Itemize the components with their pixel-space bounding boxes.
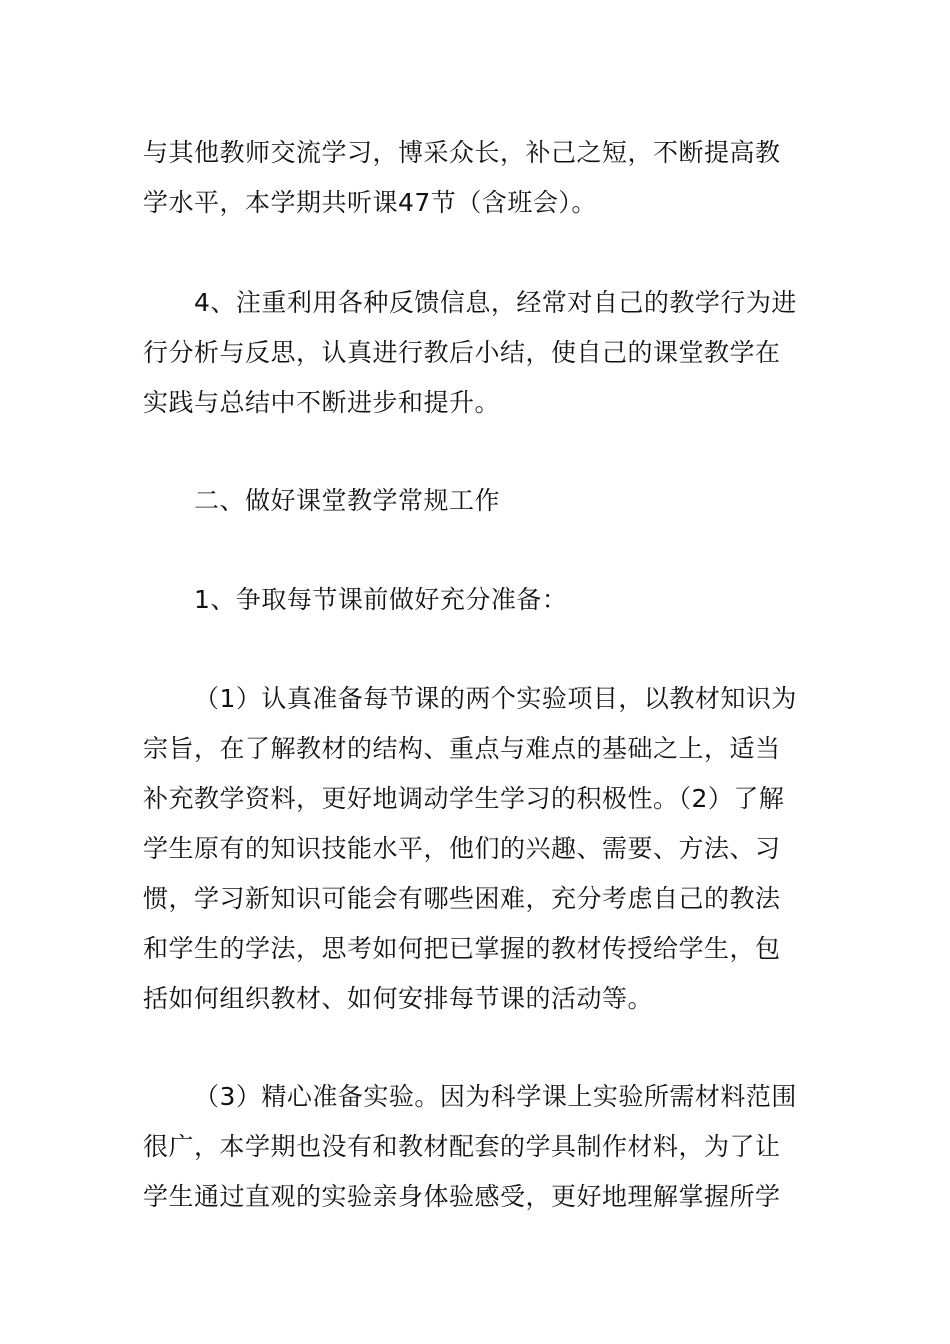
paragraph-item-4 (143, 278, 808, 428)
text-line: 补充教学资料，更好地调动学生学习的积极性。（2）了解 (143, 784, 785, 813)
text-line: 4、注重利用各种反馈信息，经常对自己的教学行为进 (194, 288, 797, 317)
paragraph-experiment (143, 1072, 808, 1222)
text-line: 行分析与反思，认真进行教后小结，使自己的课堂教学在 (143, 338, 781, 367)
heading-line: 1、争取每节课前做好充分准备： (194, 585, 568, 614)
section-heading (143, 476, 808, 526)
text-line: 学水平，本学期共听课47节（含班会）。 (143, 188, 597, 217)
text-line: 很广，本学期也没有和教材配套的学具制作材料，为了让 (143, 1132, 781, 1161)
text-line: （3）精心准备实验。因为科学课上实验所需材料范围 (194, 1082, 797, 1111)
text-line: 与其他教师交流学习，博采众长，补己之短，不断提高教 (143, 138, 781, 167)
text-line: 学生通过直观的实验亲身体验感受，更好地理解掌握所学 (143, 1182, 781, 1211)
heading-line: 二、做好课堂教学常规工作 (194, 486, 501, 515)
subsection-heading (143, 575, 808, 625)
text-line: 括如何组织教材、如何安排每节课的活动等。 (143, 984, 654, 1013)
paragraph-continued (143, 128, 808, 228)
text-line: 和学生的学法，思考如何把已掌握的教材传授给学生，包 (143, 934, 781, 963)
text-line: （1）认真准备每节课的两个实验项目，以教材知识为 (194, 684, 797, 713)
paragraph-preparation (143, 674, 808, 1024)
text-line: 学生原有的知识技能水平，他们的兴趣、需要、方法、习 (143, 834, 781, 863)
text-line: 惯，学习新知识可能会有哪些困难，充分考虑自己的教法 (143, 884, 781, 913)
text-line: 实践与总结中不断进步和提升。 (143, 388, 501, 417)
text-line: 宗旨，在了解教材的结构、重点与难点的基础之上，适当 (143, 734, 781, 763)
